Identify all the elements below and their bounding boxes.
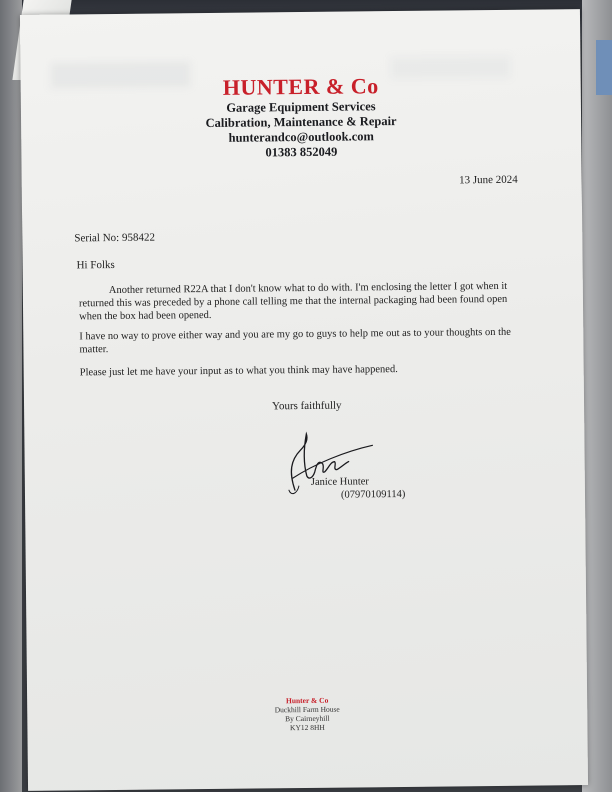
company-phone: 01383 852049 xyxy=(265,144,338,160)
company-email: hunterandco@outlook.com xyxy=(228,129,374,145)
company-services-detail: Calibration, Maintenance & Repair xyxy=(205,114,397,131)
footer-address-line: Duckhill Farm House xyxy=(274,704,340,715)
paragraph-3: Please just let me have your input as to what you think may have happened. xyxy=(79,364,398,379)
footer-postcode: KY12 8HH xyxy=(289,722,325,733)
paragraph-1: Another returned R22A that I don't know what to do with. I'm enclosing the letter I got when it returned this was preceded by a phone call telling me that the internal packaging had been found open when the box had been opened. xyxy=(78,280,508,323)
paragraph-2: I have no way to prove either way and you are my go to guys to help me out as to your thoughts on the matter. xyxy=(79,326,511,356)
background-object xyxy=(596,40,612,95)
background-left xyxy=(0,0,22,792)
company-services: Garage Equipment Services xyxy=(226,99,376,115)
letter-page xyxy=(20,9,588,791)
greeting: Hi Folks xyxy=(76,258,115,272)
serial-number: Serial No: 958422 xyxy=(74,231,156,245)
closing: Yours faithfully xyxy=(272,399,342,413)
footer-address-line: By Cairneyhill xyxy=(285,713,330,724)
letter-date: 13 June 2024 xyxy=(458,173,518,187)
footer-company: Hunter & Co xyxy=(285,695,329,706)
signatory-block xyxy=(311,475,406,502)
letterhead xyxy=(21,71,582,163)
signatory-name: Janice Hunter xyxy=(310,476,369,488)
company-name: HUNTER & Co xyxy=(222,73,379,100)
signatory-phone: (07970109114) xyxy=(340,488,406,501)
footer-address xyxy=(27,693,587,735)
